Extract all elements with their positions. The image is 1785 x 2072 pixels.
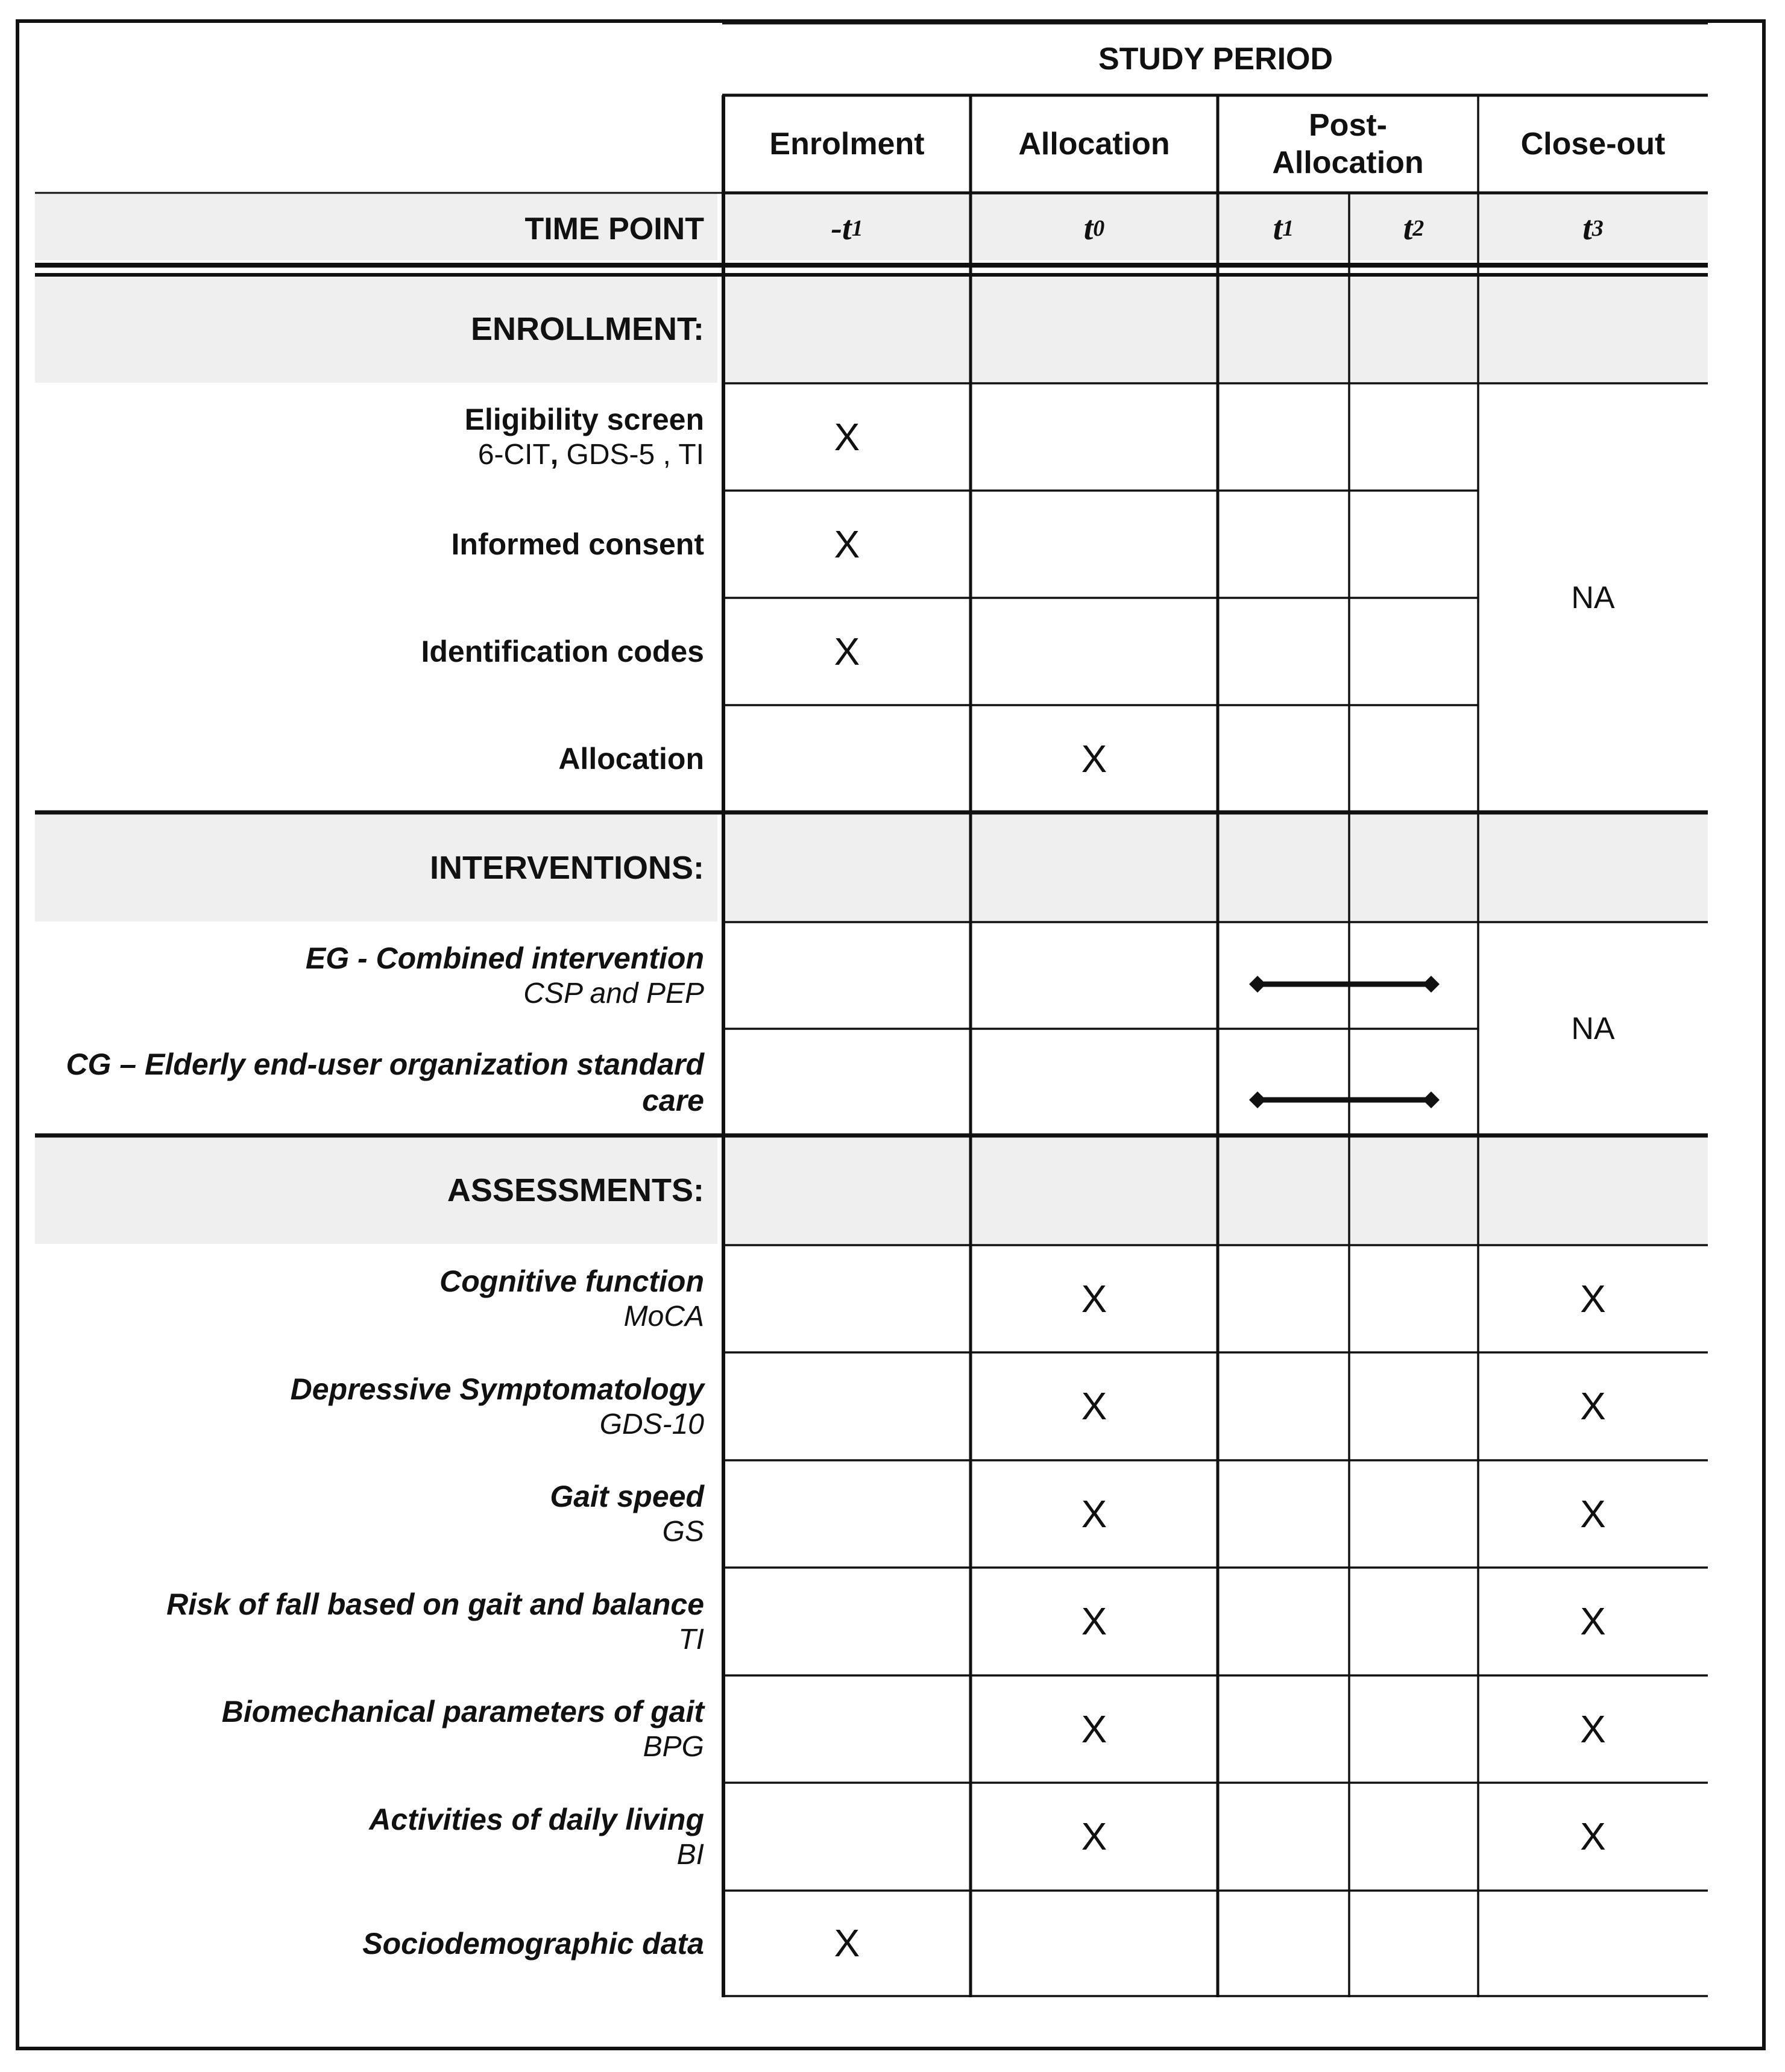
mark-assessment-1-4: X	[1580, 1384, 1606, 1428]
cg-duration-end-diamond	[1423, 1091, 1440, 1108]
mark-assessment-6-0: X	[834, 1921, 860, 1965]
mark-enrollment-3-1: X	[1081, 736, 1107, 780]
mark-assessment-3-4: X	[1580, 1600, 1606, 1643]
time-point-4: t 3	[1582, 210, 1604, 248]
row-label-activities-daily-living: Activities of daily living BI	[369, 1802, 704, 1871]
time-point-label: TIME POINT	[524, 211, 704, 246]
mark-assessment-5-1: X	[1081, 1815, 1107, 1859]
eg-duration-end-diamond	[1423, 976, 1440, 993]
row-label-risk-of-fall: Risk of fall based on gait and balance TI	[166, 1587, 704, 1656]
row-label-eg-intervention: EG - Combined intervention CSP and PEP	[305, 941, 704, 1009]
row-label-gait-speed: Gait speed GS	[550, 1480, 704, 1548]
mark-assessment-0-4: X	[1580, 1276, 1606, 1320]
row-label-eligibility-screen: Eligibility screen 6-CIT, GDS-5 , TI	[464, 403, 704, 471]
intervention-close-out-na: NA	[1571, 1011, 1615, 1046]
column-header-post-allocation: Post- Allocation	[1272, 107, 1424, 180]
section-interventions: INTERVENTIONS:	[429, 850, 704, 887]
mark-assessment-1-1: X	[1081, 1384, 1107, 1428]
section-assessments: ASSESSMENTS:	[447, 1172, 704, 1209]
time-point-3: t 2	[1403, 210, 1425, 248]
eg-duration-start-diamond	[1249, 976, 1266, 993]
time-point-1: t 0	[1083, 210, 1105, 248]
mark-enrollment-2-0: X	[834, 629, 860, 673]
row-label-biomechanical-parameters: Biomechanical parameters of gait BPG	[221, 1695, 704, 1763]
mark-assessment-3-1: X	[1081, 1600, 1107, 1643]
column-header-enrolment: Enrolment	[769, 126, 925, 162]
mark-enrollment-0-0: X	[834, 415, 860, 459]
column-header-close-out: Close-out	[1520, 126, 1666, 162]
row-label-sociodemographic-data: Sociodemographic data	[362, 1926, 704, 1961]
row-label-informed-consent: Informed consent	[451, 527, 704, 561]
cg-duration-start-diamond	[1249, 1091, 1266, 1108]
mark-assessment-0-1: X	[1081, 1276, 1107, 1320]
time-point-2: t 1	[1273, 210, 1294, 248]
time-point-0: -t 1	[831, 210, 863, 248]
row-label-depressive-symptomatology: Depressive Symptomatology GDS-10	[290, 1372, 704, 1440]
mark-enrollment-1-0: X	[834, 522, 860, 566]
column-header-allocation: Allocation	[1018, 126, 1170, 162]
mark-assessment-5-4: X	[1580, 1815, 1606, 1859]
row-label-allocation: Allocation	[558, 742, 704, 776]
study-period-heading: STUDY PERIOD	[1098, 41, 1333, 77]
enrollment-close-out-na: NA	[1571, 580, 1615, 615]
section-enrollment: ENROLLMENT:	[471, 311, 704, 348]
mark-assessment-4-1: X	[1081, 1707, 1107, 1751]
row-label-cg-standard-care: CG – Elderly end-user organization standard care	[66, 1047, 704, 1117]
row-label-cognitive-function: Cognitive function MoCA	[439, 1264, 704, 1333]
mark-assessment-4-4: X	[1580, 1707, 1606, 1751]
mark-assessment-2-1: X	[1081, 1492, 1107, 1536]
mark-assessment-2-4: X	[1580, 1492, 1606, 1536]
row-label-identification-codes: Identification codes	[421, 635, 704, 668]
